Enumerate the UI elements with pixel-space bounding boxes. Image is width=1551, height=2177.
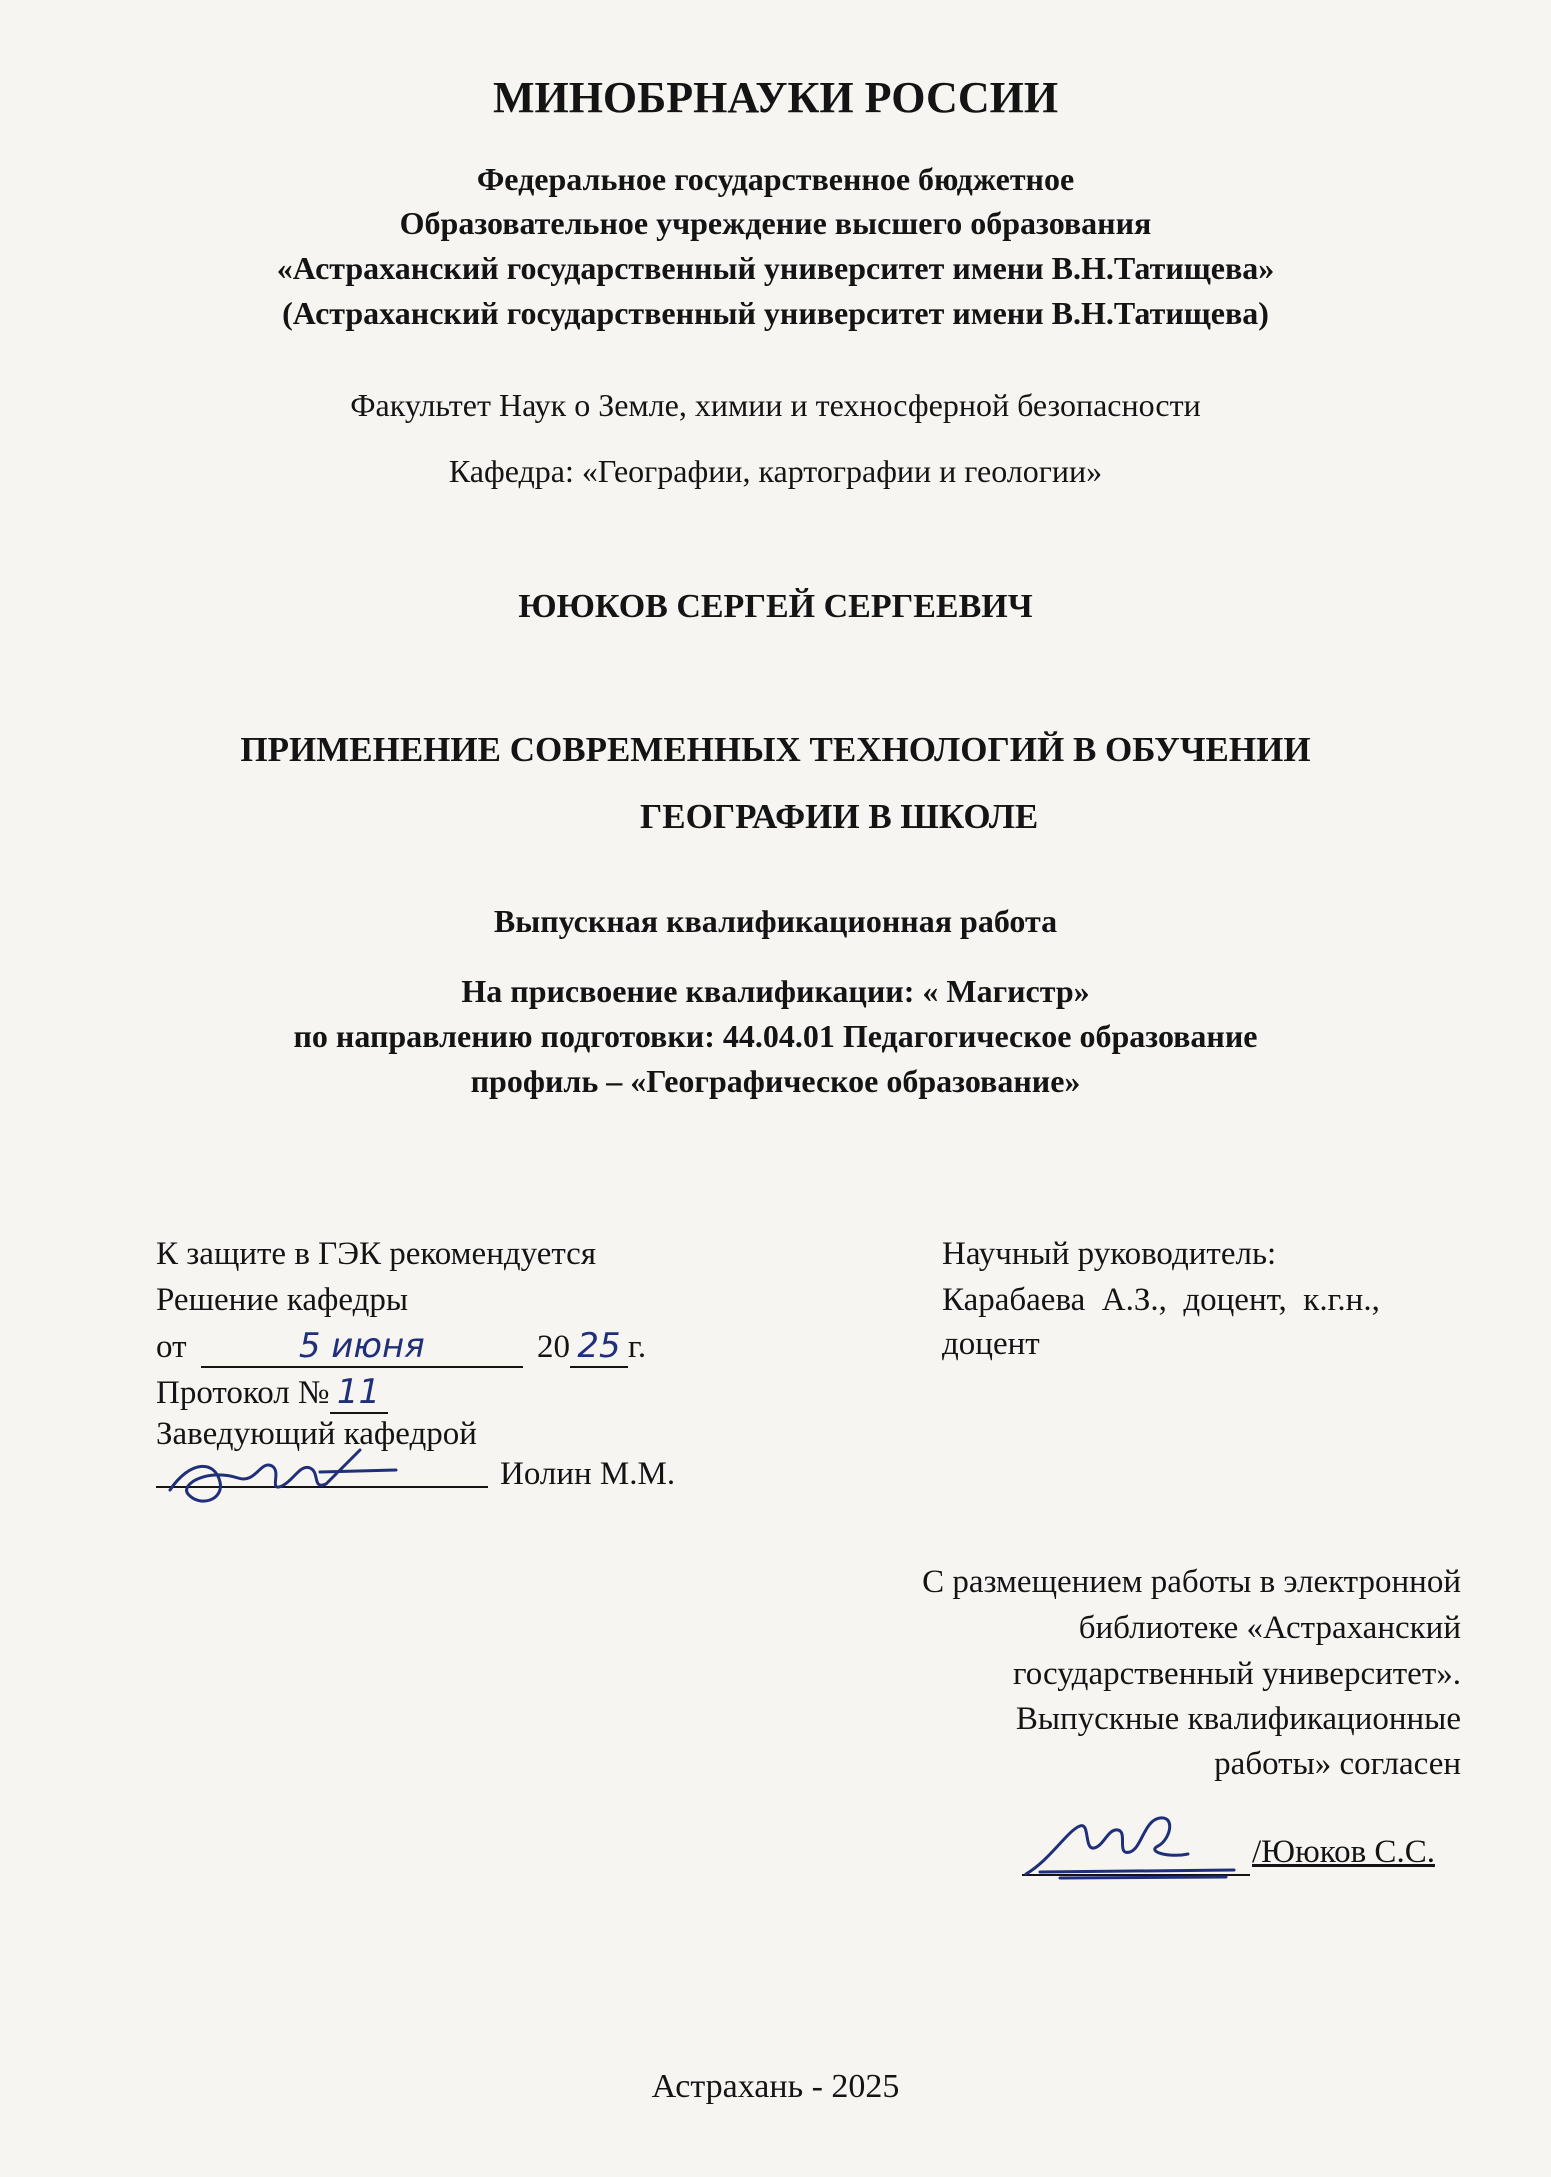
qualification-line-3: профиль – «Географическое образование» <box>470 1063 1081 1099</box>
protocol-field <box>330 1372 388 1414</box>
author-name: ЮЮКОВ СЕРГЕЙ СЕРГЕЕВИЧ <box>518 588 1033 625</box>
institution-line-2: Образовательное учреждение высшего образования <box>399 205 1152 241</box>
thesis-title-line-1: ПРИМЕНЕНИЕ СОВРЕМЕННЫХ ТЕХНОЛОГИЙ В ОБУЧЕНИИ <box>240 730 1311 769</box>
year-prefix: 20 <box>537 1329 570 1365</box>
department-line: Кафедра: «Географии, картографии и геологии» <box>448 453 1103 489</box>
year-field <box>570 1326 628 1368</box>
date-prefix: от <box>156 1329 187 1365</box>
consent-line-3: государственный университет». <box>1012 1656 1461 1692</box>
consent-line-5: работы» согласен <box>1214 1746 1461 1782</box>
thesis-title-line-2: ГЕОГРАФИИ В ШКОЛЕ <box>640 797 1039 836</box>
institution-line-4: (Астраханский государственный университет имени В.Н.Татищева) <box>282 295 1269 331</box>
date-handwritten: 5 июня <box>298 1326 425 1366</box>
date-field <box>201 1326 523 1368</box>
work-type: Выпускная квалификационная работа <box>493 903 1058 939</box>
ministry-heading: МИНОБРНАУКИ РОССИИ <box>492 73 1059 122</box>
supervisor-label: Научный руководитель: <box>942 1236 1277 1272</box>
consent-signer: /Ююков С.С. <box>1252 1834 1435 1870</box>
faculty-line: Факультет Наук о Земле, химии и техносферной безопасности <box>350 387 1201 423</box>
protocol-handwritten: 11 <box>336 1372 381 1412</box>
consent-line-4: Выпускные квалификационные <box>1015 1701 1461 1737</box>
approval-date-line <box>156 1326 646 1368</box>
head-of-department-label: Заведующий кафедрой <box>156 1416 477 1452</box>
protocol-label: Протокол № <box>156 1375 330 1411</box>
supervisor-line-1: Карабаева А.З., доцент, к.г.н., <box>942 1282 1380 1318</box>
year-suffix: г. <box>628 1329 647 1365</box>
qualification-line-2: по направлению подготовки: 44.04.01 Педагогическое образование <box>293 1018 1258 1054</box>
institution-line-3: «Астраханский государственный университет имени В.Н.Татищева» <box>276 250 1275 286</box>
approval-line-1: К защите в ГЭК рекомендуется <box>156 1236 597 1272</box>
institution-line-1: Федеральное государственное бюджетное <box>476 161 1075 197</box>
year-handwritten: 25 <box>577 1326 621 1366</box>
consent-line-1: С размещением работы в электронной <box>922 1564 1461 1600</box>
qualification-line-1: На присвоение квалификации: « Магистр» <box>461 973 1090 1009</box>
consent-line-2: библиотеке «Астраханский <box>1078 1610 1461 1646</box>
footer-city-year: Астрахань - 2025 <box>651 2068 900 2105</box>
author-signature-icon <box>1020 1800 1250 1890</box>
protocol-line <box>156 1372 388 1414</box>
supervisor-line-2: доцент <box>942 1326 1040 1362</box>
head-signature-icon <box>160 1420 400 1520</box>
approval-line-2: Решение кафедры <box>156 1282 409 1318</box>
head-name: Иолин М.М. <box>500 1456 676 1492</box>
